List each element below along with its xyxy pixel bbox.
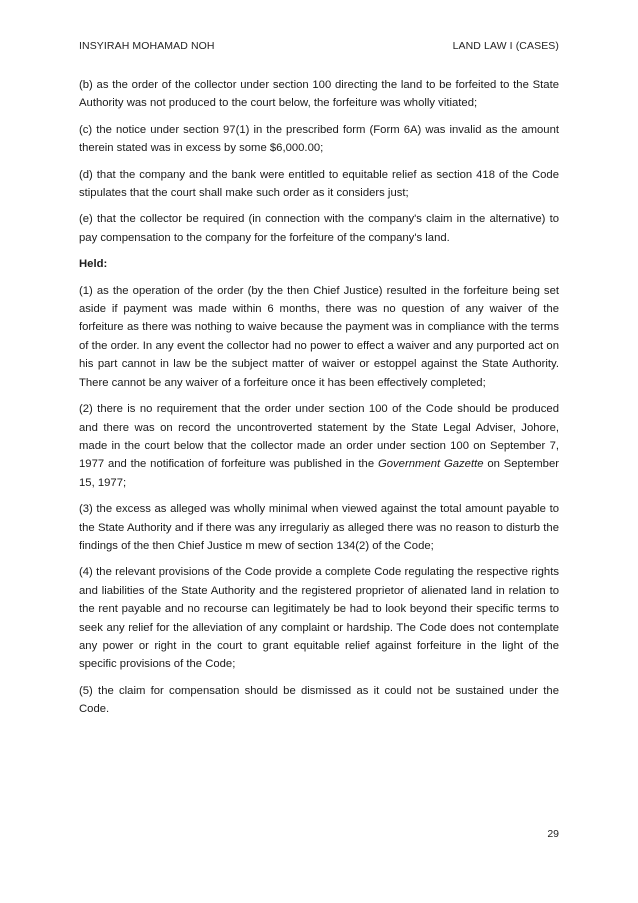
paragraph-b: (b) as the order of the collector under section 100 directing the land to be forfeited to the State Authority was not produced to the court below, the forfeiture was wholly vitiated; — [79, 79, 559, 110]
paragraph-c: (c) the notice under section 97(1) in the prescribed form (Form 6A) was invalid as the amount therein stated was in excess by some $6,000.00; — [79, 123, 559, 155]
held-point-2 — [79, 400, 559, 492]
held-point-4: (4) the relevant provisions of the Code provide a complete Code regulating the respective rights and liabilities of the State Authority and the registered proprietor of alienated land in relation to the rent payable and no recourse can legitimately be had to look beyond their specific terms to seek any relief for the alleviation of any complaint or hardship. The Code does not contemplate any power or right in the court to grant equitable relief against forfeiture in the light of the specific provisions of the Code; — [79, 566, 559, 671]
held-point-2-text-start: (2) there is no requirement that the order under section 100 of the Code should be produced and there was on record the uncontroverted statement by the State Legal Adviser, Johore, made in the court below that the collector made an order under section 100 on September 7, 1977 and the notification of forfeiture was published in the — [79, 403, 559, 471]
held-heading: Held: — [79, 258, 108, 271]
held-point-2-text-end: on September 15, 1977; — [79, 458, 560, 489]
government-gazette-title: Government Gazette — [377, 458, 484, 471]
page-number: 29 — [547, 828, 559, 840]
held-point-1: (1) as the operation of the order (by the then Chief Justice) resulted in the forfeiture being set aside if payment was made within 6 months, there was no question of any waiver of the forfeiture as there was nothing to waive because the payment was in compliance with the terms of the order. In any event the collector had no power to effect a waiver and any purported act on his part cannot in law be the subject matter of waiver or estoppel against the State Authority. There cannot be any waiver of a forfeiture once it has been effectively completed; — [79, 284, 559, 389]
held-point-3: (3) the excess as alleged was wholly minimal when viewed against the total amount payable to the State Authority and if there was any irregulariy as alleged there was no reason to disturb the findings of the then Chief Justice m mew of section 134(2) of the Code; — [79, 503, 559, 552]
header-author: INSYIRAH MOHAMAD NOH — [79, 40, 215, 52]
page-header — [79, 40, 559, 52]
header-subject: LAND LAW I (CASES) — [452, 40, 559, 52]
held-point-5: (5) the claim for compensation should be dismissed as it could not be sustained under the Code. — [79, 684, 559, 716]
paragraph-e: (e) that the collector be required (in connection with the company's claim in the alternative) to pay compensation to the company for the forfeiture of the company's land. — [79, 213, 559, 244]
paragraph-d: (d) that the company and the bank were entitled to equitable relief as section 418 of the Code stipulates that the court shall make such order as it considers just; — [79, 168, 559, 200]
document-body — [79, 76, 559, 727]
